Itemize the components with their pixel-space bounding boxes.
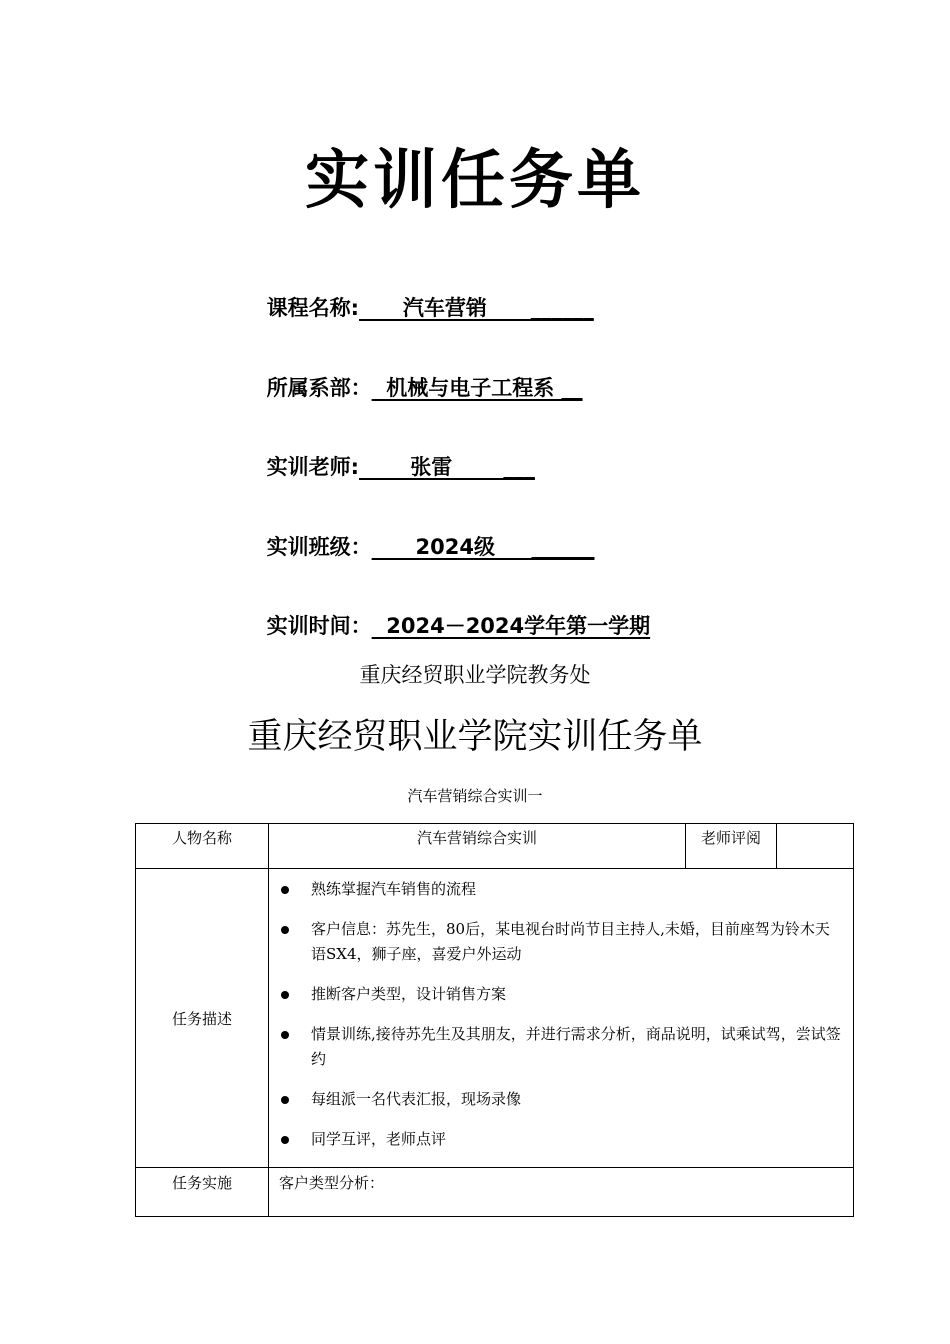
list-item-text: 推断客户类型，设计销售方案 xyxy=(311,985,507,1003)
implementation-label-cell: 任务实施 xyxy=(136,1168,269,1217)
bullet-icon xyxy=(281,1031,289,1039)
list-item-text: 同学互评，老师点评 xyxy=(311,1130,447,1148)
table-row xyxy=(136,869,854,1168)
list-item xyxy=(279,982,843,1007)
issuing-office: 重庆经贸职业学院教务处 xyxy=(359,663,591,687)
info-label: 实训时间： xyxy=(266,614,372,638)
info-time xyxy=(252,581,650,641)
name-value-cell: 汽车营销综合实训 xyxy=(269,824,686,869)
info-teacher xyxy=(252,422,535,482)
list-item xyxy=(279,1087,843,1112)
info-label: 所属系部： xyxy=(266,376,372,400)
info-value: 2024－2024学年第一学期 xyxy=(371,614,651,638)
table-caption: 汽车营销综合实训一 xyxy=(407,787,543,805)
info-value: 机械与电子工程系 __ xyxy=(371,376,583,400)
info-label: 实训老师: xyxy=(266,455,360,479)
list-item-text: 熟练掌握汽车销售的流程 xyxy=(311,880,477,898)
info-label: 实训班级： xyxy=(266,535,372,559)
info-value: 2024级 ______ xyxy=(371,535,595,559)
description-label-cell: 任务描述 xyxy=(136,869,269,1168)
description-content-cell xyxy=(269,869,854,1168)
list-item-text: 情景训练,接待苏先生及其朋友，并进行需求分析，商品说明，试乘试驾，尝试签约 xyxy=(311,1025,841,1068)
description-list xyxy=(269,869,853,1152)
page-title: 实训任务单 xyxy=(305,144,645,218)
bullet-icon xyxy=(281,1096,289,1104)
info-department xyxy=(252,343,583,403)
review-label-cell: 老师评阅 xyxy=(686,824,777,869)
info-value: 汽车营销 ______ xyxy=(359,296,594,320)
list-item xyxy=(279,917,843,967)
table-row xyxy=(136,824,854,869)
section-title: 重庆经贸职业学院实训任务单 xyxy=(247,717,703,757)
info-value: 张雷 ___ xyxy=(359,455,535,479)
table-row xyxy=(136,1168,854,1217)
name-label-cell: 人物名称 xyxy=(136,824,269,869)
info-class xyxy=(252,502,595,562)
bullet-icon xyxy=(281,886,289,894)
bullet-icon xyxy=(281,991,289,999)
list-item xyxy=(279,1127,843,1152)
info-label: 课程名称: xyxy=(266,296,360,320)
review-value-cell[interactable] xyxy=(777,824,854,869)
list-item xyxy=(279,1022,843,1072)
list-item-text: 每组派一名代表汇报，现场录像 xyxy=(311,1090,522,1108)
bullet-icon xyxy=(281,926,289,934)
task-table xyxy=(135,823,854,1217)
implementation-content-cell[interactable]: 客户类型分析： xyxy=(269,1168,854,1217)
list-item-text: 客户信息：苏先生，80后，某电视台时尚节目主持人,未婚，目前座驾为铃木天语SX4，狮子座，喜爱户外运动 xyxy=(311,920,830,963)
info-course xyxy=(252,263,594,323)
bullet-icon xyxy=(281,1136,289,1144)
list-item xyxy=(279,877,843,902)
